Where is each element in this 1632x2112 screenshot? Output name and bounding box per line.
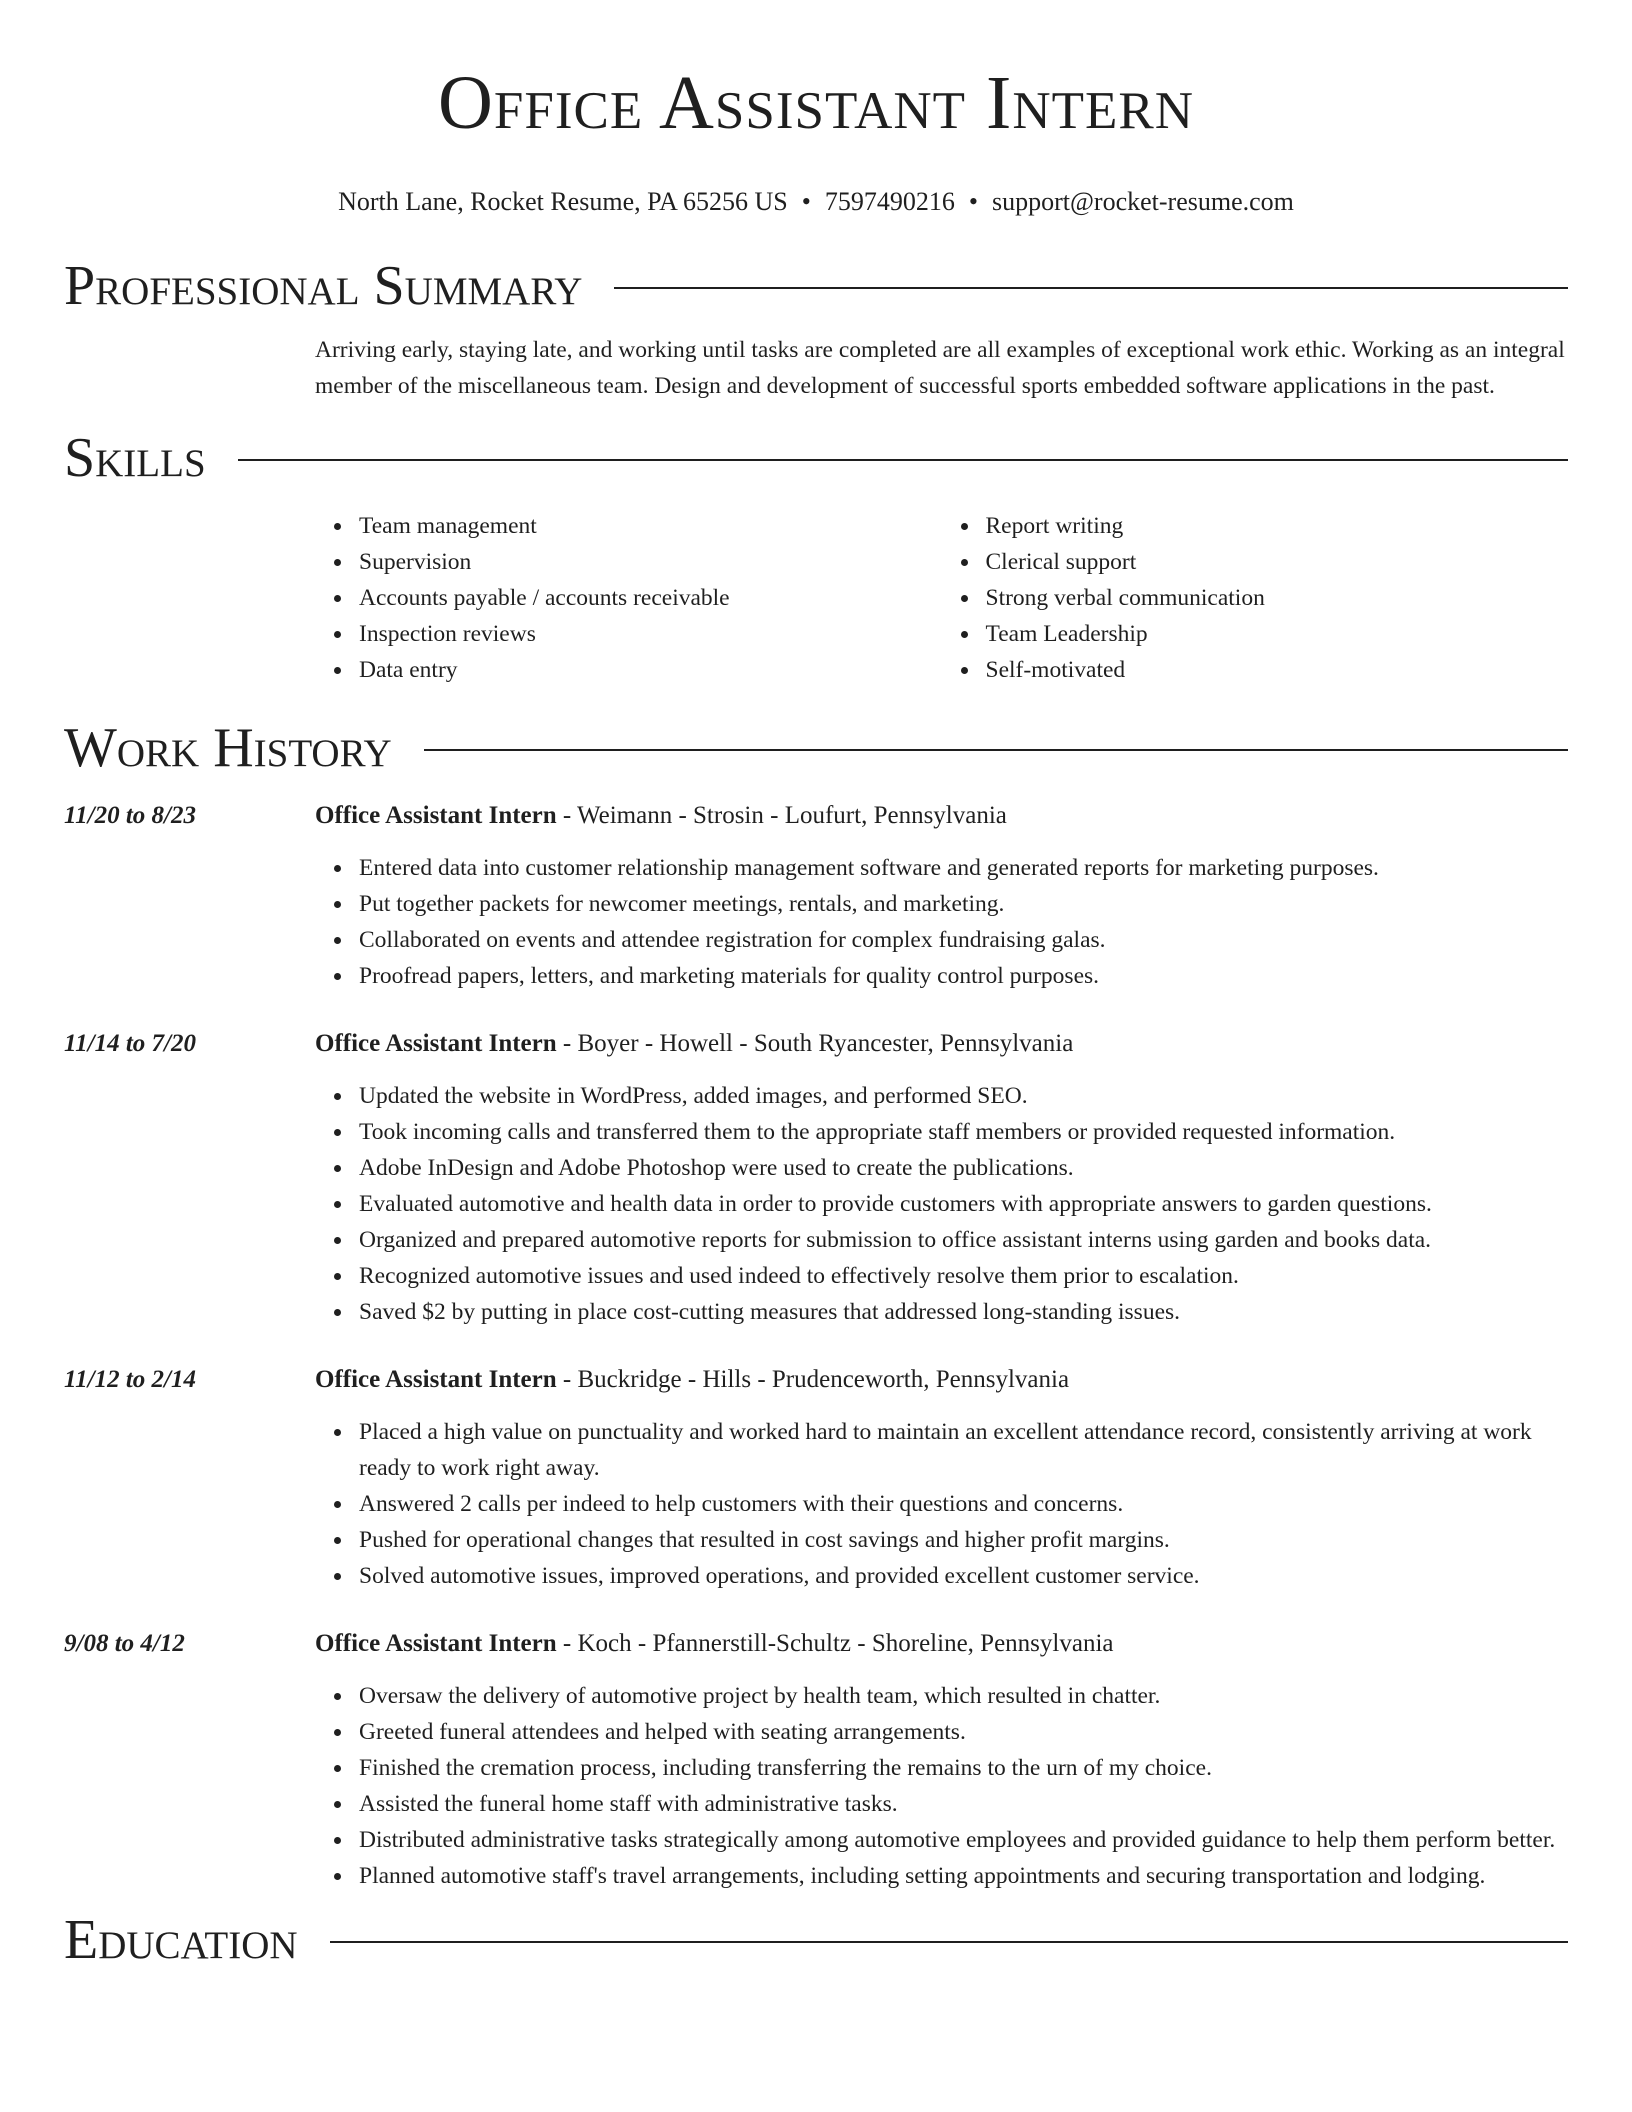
job-entry bbox=[64, 798, 1568, 994]
job-company: - Koch - Pfannerstill-Schultz - Shoreline, Pennsylvania bbox=[556, 1630, 1114, 1657]
job-company: - Buckridge - Hills - Prudenceworth, Pennsylvania bbox=[556, 1366, 1070, 1393]
job-header bbox=[64, 1026, 1568, 1062]
job-title: Office Assistant Intern bbox=[315, 1366, 557, 1393]
section-divider bbox=[614, 287, 1568, 289]
job-bullet: Saved $2 by putting in place cost-cutting measures that addressed long-standing issues. bbox=[359, 1294, 1568, 1330]
job-bullet: Distributed administrative tasks strategically among automotive employees and provided guidance to help them perform better. bbox=[359, 1822, 1568, 1858]
skill-item: Inspection reviews bbox=[359, 616, 942, 652]
job-bullet: Placed a high value on punctuality and worked hard to maintain an excellent attendance record, consistently arriving at work ready to work right away. bbox=[359, 1414, 1568, 1486]
summary-section-header bbox=[64, 254, 1568, 318]
job-bullet: Evaluated automotive and health data in order to provide customers with appropriate answers to garden questions. bbox=[359, 1186, 1568, 1222]
contact-phone: 7597490216 bbox=[824, 187, 955, 216]
job-header bbox=[64, 798, 1568, 834]
job-bullet: Took incoming calls and transferred them to the appropriate staff members or provided requested information. bbox=[359, 1114, 1568, 1150]
skills-list bbox=[315, 508, 1568, 688]
skills-section-header bbox=[64, 426, 1568, 490]
job-bullets bbox=[315, 1678, 1568, 1894]
section-divider bbox=[330, 1941, 1568, 1943]
section-divider bbox=[238, 459, 1568, 461]
skill-item: Team Leadership bbox=[986, 616, 1569, 652]
job-dates: 11/20 to 8/23 bbox=[64, 802, 196, 829]
job-bullets bbox=[315, 1414, 1568, 1594]
section-divider bbox=[424, 749, 1568, 751]
job-title: Office Assistant Intern bbox=[315, 1030, 557, 1057]
job-bullet: Answered 2 calls per indeed to help customers with their questions and concerns. bbox=[359, 1486, 1568, 1522]
summary-text: Arriving early, staying late, and working until tasks are completed are all examples of exceptional work ethic. Working as an integral member of the miscellaneous team. Design and development of successful sports embedded software applications in the past. bbox=[315, 337, 1565, 399]
job-title-line bbox=[315, 798, 1007, 834]
summary-title: Professional Summary bbox=[64, 255, 583, 317]
job-title-line bbox=[315, 1026, 1073, 1062]
contact-email: support@rocket-resume.com bbox=[991, 187, 1294, 216]
job-title: Office Assistant Intern bbox=[315, 1630, 557, 1657]
skills-column-left bbox=[315, 508, 942, 688]
skill-item: Strong verbal communication bbox=[986, 580, 1569, 616]
education-section-header bbox=[64, 1908, 1568, 1972]
skill-item: Report writing bbox=[986, 508, 1569, 544]
job-bullet: Put together packets for newcomer meetings, rentals, and marketing. bbox=[359, 886, 1568, 922]
job-bullet: Pushed for operational changes that resulted in cost savings and higher profit margins. bbox=[359, 1522, 1568, 1558]
job-dates: 9/08 to 4/12 bbox=[64, 1630, 185, 1657]
skill-item: Accounts payable / accounts receivable bbox=[359, 580, 942, 616]
job-title: Office Assistant Intern bbox=[315, 802, 557, 829]
job-entry bbox=[64, 1362, 1568, 1594]
job-bullet: Adobe InDesign and Adobe Photoshop were used to create the publications. bbox=[359, 1150, 1568, 1186]
contact-separator: • bbox=[968, 187, 978, 216]
job-title-line bbox=[315, 1362, 1069, 1398]
contact-separator: • bbox=[801, 187, 811, 216]
job-header bbox=[64, 1362, 1568, 1398]
skills-column-right bbox=[942, 508, 1569, 688]
contact-address: North Lane, Rocket Resume, PA 65256 US bbox=[338, 187, 788, 216]
job-bullet: Greeted funeral attendees and helped with seating arrangements. bbox=[359, 1714, 1568, 1750]
job-bullet: Proofread papers, letters, and marketing materials for quality control purposes. bbox=[359, 958, 1568, 994]
job-bullet: Solved automotive issues, improved operations, and provided excellent customer service. bbox=[359, 1558, 1568, 1594]
skills-title: Skills bbox=[64, 427, 206, 489]
job-bullet: Entered data into customer relationship management software and generated reports for marketing purposes. bbox=[359, 850, 1568, 886]
job-bullet: Planned automotive staff's travel arrangements, including setting appointments and securing transportation and lodging. bbox=[359, 1858, 1568, 1894]
job-bullet: Assisted the funeral home staff with administrative tasks. bbox=[359, 1786, 1568, 1822]
job-entry bbox=[64, 1626, 1568, 1894]
job-company: - Weimann - Strosin - Loufurt, Pennsylvania bbox=[556, 802, 1007, 829]
work-title: Work History bbox=[64, 717, 392, 779]
job-bullets bbox=[315, 850, 1568, 994]
job-bullet: Finished the cremation process, including transferring the remains to the urn of my choice. bbox=[359, 1750, 1568, 1786]
skill-item: Team management bbox=[359, 508, 942, 544]
job-company: - Boyer - Howell - South Ryancester, Pennsylvania bbox=[556, 1030, 1074, 1057]
skill-item: Clerical support bbox=[986, 544, 1569, 580]
contact-line bbox=[64, 186, 1568, 218]
skill-item: Data entry bbox=[359, 652, 942, 688]
job-title-line bbox=[315, 1626, 1113, 1662]
work-section-header bbox=[64, 716, 1568, 780]
skill-item: Supervision bbox=[359, 544, 942, 580]
job-bullet: Collaborated on events and attendee registration for complex fundraising galas. bbox=[359, 922, 1568, 958]
job-bullet: Organized and prepared automotive reports for submission to office assistant interns using garden and books data. bbox=[359, 1222, 1568, 1258]
job-dates: 11/12 to 2/14 bbox=[64, 1366, 196, 1393]
skill-item: Self-motivated bbox=[986, 652, 1569, 688]
job-bullet: Oversaw the delivery of automotive project by health team, which resulted in chatter. bbox=[359, 1678, 1568, 1714]
job-dates: 11/14 to 7/20 bbox=[64, 1030, 196, 1057]
job-header bbox=[64, 1626, 1568, 1662]
job-bullets bbox=[315, 1078, 1568, 1330]
candidate-name: Office Assistant Intern bbox=[438, 61, 1194, 145]
education-title: Education bbox=[64, 1909, 298, 1971]
job-bullet: Updated the website in WordPress, added images, and performed SEO. bbox=[359, 1078, 1568, 1114]
job-entry bbox=[64, 1026, 1568, 1330]
job-bullet: Recognized automotive issues and used indeed to effectively resolve them prior to escalation. bbox=[359, 1258, 1568, 1294]
